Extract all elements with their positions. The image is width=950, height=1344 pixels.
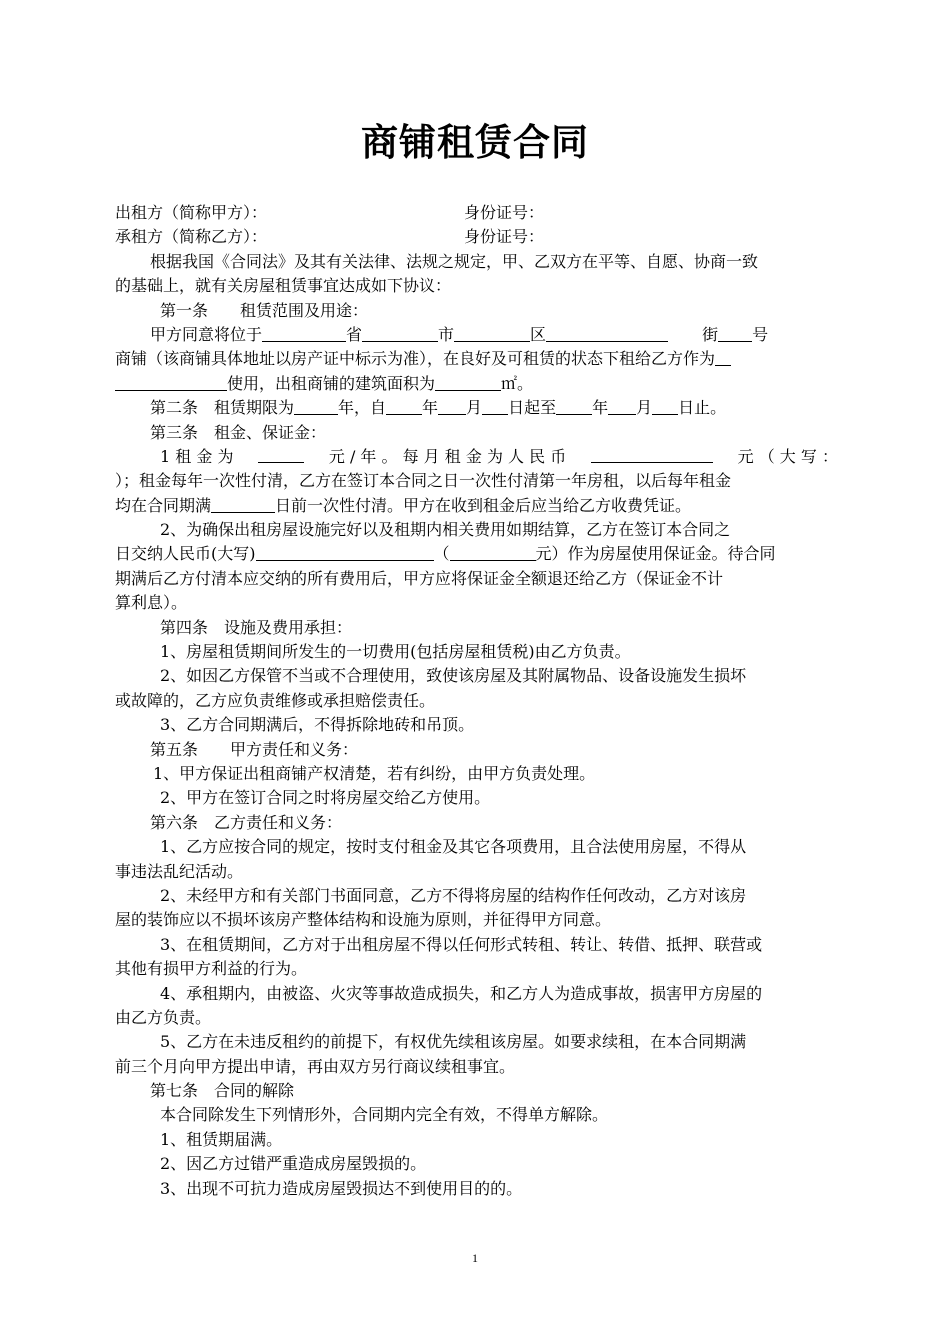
- article-3-deposit-line-1: 2、为确保出租房屋设施完好以及租期内相关费用如期结算，乙方在签订本合同之: [160, 520, 731, 540]
- article-7-item-2: 2、因乙方过错严重造成房屋毁损的。: [160, 1154, 427, 1174]
- article-6-item-1-cont: 事违法乱纪活动。: [115, 861, 244, 881]
- blank-street-area: [546, 324, 668, 342]
- article-7-heading: 第七条 合同的解除: [150, 1081, 295, 1101]
- article-4-item-2-cont: 或故障的，乙方应负责维修或承担赔偿责任。: [115, 690, 436, 710]
- article-6-item-2: 2、未经甲方和有关部门书面同意，乙方不得将房屋的结构作任何改动，乙方对该房: [160, 885, 747, 905]
- blank-term-years: [294, 397, 338, 415]
- article-3-deposit-line-3: 期满后乙方付清本应交纳的所有费用后，甲方应将保证金全额退还给乙方（保证金不计: [115, 568, 724, 588]
- article-5-item-2: 2、甲方在签订合同之时将房屋交给乙方使用。: [160, 788, 491, 808]
- article-4-item-3: 3、乙方合同期满后，不得拆除地砖和吊顶。: [160, 715, 475, 735]
- blank-usage: [115, 373, 227, 391]
- blank-monthly-rent: [591, 445, 713, 463]
- blank-start-month: [438, 397, 466, 415]
- intro-line-1: 根据我国《合同法》及其有关法律、法规之规定，甲、乙双方在平等、自愿、协商一致: [150, 251, 759, 271]
- lessee-line: [115, 225, 838, 249]
- article-4-item-2: 2、如因乙方保管不当或不合理使用，致使该房屋及其附属物品、设备设施发生损坏: [160, 666, 747, 686]
- article-4-item-1: 1、房屋租赁期间所发生的一切费用(包括房屋租赁税)由乙方负责。: [160, 642, 631, 662]
- article-7-intro: 本合同除发生下列情形外，合同期内完全有效，不得单方解除。: [160, 1105, 609, 1125]
- article-6-item-2-cont: 屋的装饰应以不损坏该房产整体结构和设施为原则，并征得甲方同意。: [115, 910, 612, 930]
- article-7-item-1: 1、租赁期届满。: [160, 1129, 283, 1149]
- article-6-item-1: 1、乙方应按合同的规定，按时支付租金及其它各项费用，且合法使用房屋，不得从: [160, 837, 747, 857]
- blank-end-year: [556, 397, 592, 415]
- article-6-item-5-cont: 前三个月向甲方提出申请，再由双方另行商议续租事宜。: [115, 1056, 516, 1076]
- blank-province: [262, 324, 346, 342]
- blank-days-before: [211, 495, 275, 513]
- lessor-label: 出租方（简称甲方）：: [115, 203, 268, 222]
- article-6-heading: 第六条 乙方责任和义务：: [150, 812, 343, 832]
- article-3-rent-line: 1 租 金 为 元 / 年 。 每 月 租 金 为 人 民 币 元 （ 大 写 ：: [160, 446, 838, 466]
- article-6-item-3: 3、在租赁期间，乙方对于出租房屋不得以任何形式转租、转让、转借、抵押、联营或: [160, 934, 763, 954]
- blank-end-day: [652, 397, 678, 415]
- article-3-rent-line-2: ）；租金每年一次性付清，乙方在签订本合同之日一次性付清第一年房租，以后每年租金: [115, 471, 732, 491]
- article-5-heading: 第五条 甲方责任和义务：: [150, 739, 359, 759]
- page-number: 1: [472, 1251, 478, 1265]
- article-3-deposit-line-4: 算利息）。: [115, 593, 188, 613]
- article-2-line: 第二条 租赁期限为 年，自 年 月 日起至 年 月 日止。: [150, 398, 727, 418]
- article-3-heading: 第三条 租金、保证金：: [150, 422, 327, 442]
- blank-start-day: [482, 397, 508, 415]
- blank-area: [435, 373, 501, 391]
- blank-start-year: [386, 397, 422, 415]
- intro-line-2: 的基础上，就有关房屋租赁事宜达成如下协议：: [115, 276, 452, 296]
- article-6-item-5: 5、乙方在未违反租约的前提下，有权优先续租该房屋。如要求续租，在本合同期满: [160, 1032, 747, 1052]
- article-1-address-line: 甲方同意将位于 省 市 区 街 号: [150, 324, 769, 344]
- blank-deposit-amount: [450, 543, 536, 561]
- blank-end-month: [608, 397, 636, 415]
- lessee-id-label: 身份证号：: [464, 227, 545, 247]
- contract-body: [115, 201, 838, 1201]
- article-1-purpose-line: 商铺（该商铺具体地址以房产证中标示为准），在良好及可租赁的状态下租给乙方作为: [115, 347, 838, 371]
- article-3-rent-line-3: 均在合同期满 日前一次性付清。甲方在收到租金后应当给乙方收费凭证。: [115, 495, 692, 515]
- blank-deposit-words: [256, 543, 434, 561]
- blank-district: [454, 324, 530, 342]
- document-title: 商铺租赁合同: [361, 120, 589, 164]
- article-6-item-3-cont: 其他有损甲方利益的行为。: [115, 959, 308, 979]
- article-1-heading: 第一条 租赁范围及用途：: [160, 300, 369, 320]
- blank-street-number: [718, 324, 752, 342]
- blank-annual-rent: [258, 445, 304, 463]
- article-4-heading: 第四条 设施及费用承担：: [160, 617, 353, 637]
- lessor-line: [115, 201, 838, 225]
- lessee-label: 承租方（简称乙方）：: [115, 227, 268, 247]
- article-7-item-3: 3、出现不可抗力造成房屋毁损达不到使用目的的。: [160, 1178, 523, 1198]
- article-6-item-4: 4、承租期内，由被盗、火灾等事故造成损失，和乙方人为造成事故，损害甲方房屋的: [160, 983, 763, 1003]
- article-5-item-1: 1、甲方保证出租商铺产权清楚，若有纠纷，由甲方负责处理。: [153, 763, 596, 783]
- blank-city: [362, 324, 438, 342]
- lessor-id-label: 身份证号：: [464, 203, 545, 222]
- article-1-area-line: 使用，出租商铺的建筑面积为 ㎡。: [115, 372, 838, 396]
- article-6-item-4-cont: 由乙方负责。: [115, 1007, 212, 1027]
- article-3-deposit-line-2: 日交纳人民币(大写) （ 元）作为房屋使用保证金。待合同: [115, 544, 776, 564]
